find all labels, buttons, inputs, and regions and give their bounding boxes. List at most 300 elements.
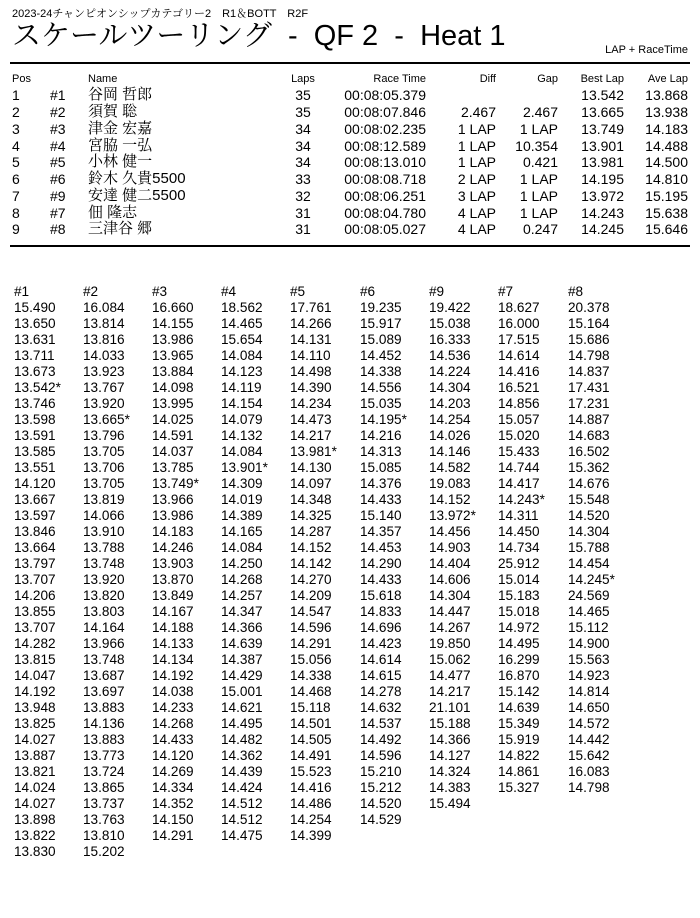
result-name: 宮脇 一弘 [88,136,153,154]
lap-time: 14.024 [14,780,56,795]
event-subtitle: 2023-24チャンピオンシップカテゴリー2 R1＆BOTT R2F [12,8,309,20]
lap-time: 14.150 [152,812,194,827]
lap-time: 14.338 [360,364,402,379]
result-laps: 33 [295,171,311,188]
lap-time: 13.785 [152,460,194,475]
result-num: #2 [50,104,66,121]
lap-time: 13.870 [152,572,194,587]
lap-column [429,284,499,812]
lap-time: 18.562 [221,300,263,315]
lap-time: 14.164 [83,620,125,635]
lap-time: 14.352 [152,796,194,811]
lap-time: 14.203 [429,396,471,411]
lap-time: 14.366 [429,732,471,747]
lap-time: 14.615 [360,668,402,683]
lap-time: 15.112 [568,620,609,635]
lap-time: 13.597 [14,508,56,523]
lap-time: 19.422 [429,300,471,315]
lap-time: 15.788 [568,540,610,555]
lap-time: 13.767 [83,380,125,395]
lap-time: 14.084 [221,444,263,459]
lap-column [360,284,430,828]
results-divider [10,245,690,247]
lap-time: 14.456 [429,524,471,539]
col-pos: Pos [12,73,31,85]
lap-time: 13.749* [152,476,199,491]
result-ave: 14.500 [645,154,688,171]
lap-time: 15.018 [498,604,540,619]
lap-time: 24.569 [568,588,610,603]
result-pos: 4 [12,137,20,154]
result-gap: 0.421 [522,154,558,171]
lap-time: 13.815 [14,652,56,667]
result-best: 13.981 [581,154,624,171]
lap-time: 14.282 [14,636,56,651]
lap-time: 14.495 [221,716,263,731]
result-num: #7 [50,204,66,221]
lap-time: 14.591 [152,428,194,443]
result-laps: 31 [295,221,311,238]
result-row [12,188,688,205]
lap-time: 14.131 [290,332,332,347]
result-pos: 5 [12,154,20,171]
lap-time: 14.038 [152,684,194,699]
lap-time: 14.596 [360,748,402,763]
result-gap: 1 LAP [519,171,558,188]
lap-time: 14.152 [429,492,471,507]
result-pos: 1 [12,87,20,104]
lap-time: 14.324 [429,764,471,779]
lap-time: 14.357 [360,524,402,539]
lap-time: 15.183 [498,588,540,603]
lap-time: 15.642 [568,748,610,763]
lap-time: 15.686 [568,332,610,347]
lap-time: 14.133 [152,636,194,651]
lap-time: 13.898 [14,812,56,827]
lap-time: 13.903 [152,556,194,571]
lap-time: 15.433 [498,444,540,459]
lap-time: 13.948 [14,700,56,715]
col-num [50,71,88,87]
result-time: 00:08:04.780 [344,204,426,221]
lap-time: 14.291 [152,828,194,843]
lap-time: 15.917 [360,316,402,331]
lap-time: 15.062 [429,652,471,667]
report-mode: LAP + RaceTime [605,44,688,56]
lap-time: 14.512 [221,796,263,811]
lap-time: 14.639 [498,700,540,715]
lap-column-header: #3 [152,284,168,299]
lap-time: 14.250 [221,556,263,571]
lap-time: 14.442 [568,732,610,747]
lap-time: 21.101 [429,700,471,715]
lap-time: 14.066 [83,508,125,523]
lap-time: 14.304 [429,588,471,603]
lap-column-header: #6 [360,284,376,299]
lap-time: 14.477 [429,668,471,683]
lap-time: 16.000 [498,316,540,331]
lap-time: 14.269 [152,764,194,779]
result-num: #1 [50,87,66,104]
result-diff: 4 LAP [457,221,496,238]
lap-time: 14.572 [568,716,610,731]
result-laps: 31 [295,204,311,221]
lap-column [83,284,153,860]
lap-time: 14.234 [290,396,332,411]
lap-time: 14.120 [152,748,194,763]
lap-time: 13.820 [83,588,125,603]
lap-time: 14.130 [290,460,332,475]
result-diff: 1 LAP [457,154,496,171]
lap-column [152,284,222,844]
lap-time: 14.683 [568,428,610,443]
lap-time: 13.810 [83,828,125,843]
lap-time: 14.216 [360,428,402,443]
lap-time: 13.972* [429,508,476,523]
lap-time: 13.697 [83,684,125,699]
lap-time: 14.033 [83,348,125,363]
lap-time: 14.822 [498,748,540,763]
lap-time: 14.127 [429,748,471,763]
lap-time: 15.654 [221,332,263,347]
lap-time: 14.547 [290,604,332,619]
result-ave: 14.183 [645,120,688,137]
lap-time: 15.327 [498,780,540,795]
lap-time: 13.797 [14,556,56,571]
lap-time: 14.475 [221,828,263,843]
lap-time: 14.650 [568,700,610,715]
lap-time: 14.027 [14,732,56,747]
lap-time: 13.884 [152,364,194,379]
lap-time: 13.825 [14,716,56,731]
lap-time: 14.209 [290,588,332,603]
lap-time: 13.665* [83,412,130,427]
lap-time: 13.711 [14,348,55,363]
result-best: 13.665 [581,104,624,121]
lap-time: 14.270 [290,572,332,587]
lap-time: 14.155 [152,316,194,331]
race-title: スケールツーリング - QF 2 - Heat 1 [12,20,506,52]
result-row [12,121,688,138]
lap-time: 14.362 [221,748,263,763]
result-laps: 35 [295,104,311,121]
lap-time: 19.850 [429,636,471,651]
lap-time: 14.304 [429,380,471,395]
lap-time: 13.887 [14,748,56,763]
lap-time: 13.706 [83,460,125,475]
result-gap: 0.247 [522,221,558,238]
results-header [12,71,688,87]
lap-time: 17.231 [568,396,610,411]
col-gap: Gap [537,73,558,85]
lap-time: 15.210 [360,764,402,779]
lap-time: 14.582 [429,460,471,475]
result-gap: 2.467 [522,104,558,121]
lap-column-header: #2 [83,284,99,299]
lap-time: 14.119 [221,380,262,395]
lap-time: 14.744 [498,460,540,475]
lap-time: 14.861 [498,764,540,779]
result-gap: 10.354 [515,137,558,154]
result-best: 14.245 [581,221,624,238]
lap-time: 14.291 [290,636,332,651]
lap-time: 13.724 [83,764,125,779]
result-diff [426,87,496,104]
lap-time: 14.473 [290,412,332,427]
lap-time: 14.019 [221,492,263,507]
lap-time: 16.870 [498,668,540,683]
result-name: 谷岡 哲郎 [88,86,153,104]
lap-column [498,284,568,796]
lap-time: 14.632 [360,700,402,715]
result-name: 安達 健二5500 [88,186,186,204]
lap-time: 14.972 [498,620,540,635]
lap-time: 14.146 [429,444,471,459]
lap-time: 14.079 [221,412,263,427]
lap-time: 15.362 [568,460,610,475]
lap-time: 14.501 [290,716,332,731]
lap-time: 14.433 [360,492,402,507]
result-time: 00:08:12.589 [344,137,426,154]
lap-time: 15.202 [83,844,125,859]
lap-time: 14.856 [498,396,540,411]
result-num: #3 [50,120,66,137]
title-divider [10,62,690,64]
col-name: Name [88,73,118,85]
lap-time: 14.311 [498,508,539,523]
lap-time: 14.520 [360,796,402,811]
lap-time: 13.667 [14,492,56,507]
lap-time: 13.966 [152,492,194,507]
lap-time: 14.498 [290,364,332,379]
lap-time: 13.819 [83,492,125,507]
lap-time: 14.887 [568,412,610,427]
lap-time: 14.383 [429,780,471,795]
lap-time: 14.614 [360,652,402,667]
lap-time: 14.245* [568,572,615,587]
lap-time: 14.217 [290,428,332,443]
lap-time: 14.278 [360,684,402,699]
lap-time: 14.123 [221,364,263,379]
result-row [12,221,688,238]
result-name: 須賀 聡 [88,103,138,121]
col-laps: Laps [291,73,315,85]
lap-time: 20.378 [568,300,610,315]
lap-time: 14.900 [568,636,610,651]
lap-time: 17.761 [290,300,332,315]
lap-time: 14.433 [152,732,194,747]
lap-column-header: #4 [221,284,237,299]
result-best: 13.542 [581,87,624,104]
lap-time: 13.855 [14,604,56,619]
lap-time: 17.515 [498,332,540,347]
lap-time: 14.084 [221,348,263,363]
lap-time: 13.966 [83,636,125,651]
lap-time: 15.001 [221,684,263,699]
lap-time: 15.188 [429,716,471,731]
lap-time: 14.167 [152,604,194,619]
lap-time: 14.424 [221,780,263,795]
lap-time: 17.431 [568,380,610,395]
lap-column-header: #7 [498,284,514,299]
lap-time: 13.705 [83,444,125,459]
lap-time: 14.084 [221,540,263,555]
lap-time: 15.490 [14,300,56,315]
lap-time: 14.814 [568,684,610,699]
lap-time: 14.833 [360,604,402,619]
lap-time: 14.417 [498,476,540,491]
result-row [12,87,688,104]
lap-time: 14.152 [290,540,332,555]
lap-time: 14.233 [152,700,194,715]
result-time: 00:08:02.235 [344,120,426,137]
result-gap: 1 LAP [519,120,558,137]
lap-time: 13.687 [83,668,125,683]
lap-time: 13.673 [14,364,56,379]
lap-time: 13.816 [83,332,125,347]
lap-time: 14.183 [152,524,194,539]
lap-time: 16.083 [568,764,610,779]
lap-time: 15.056 [290,652,332,667]
lap-time: 14.491 [290,748,332,763]
result-row [12,137,688,154]
lap-time: 13.763 [83,812,125,827]
result-name: 小林 健一 [88,153,153,171]
result-time: 00:08:06.251 [344,187,426,204]
result-num: #4 [50,137,66,154]
result-num: #8 [50,221,66,238]
lap-time: 16.333 [429,332,471,347]
lap-time: 14.639 [221,636,263,651]
lap-time: 14.606 [429,572,471,587]
lap-time: 14.837 [568,364,610,379]
lap-time: 15.035 [360,396,402,411]
lap-time: 15.142 [498,684,540,699]
lap-time: 14.224 [429,364,471,379]
result-laps: 34 [295,120,311,137]
lap-time: 14.453 [360,540,402,555]
lap-time: 13.920 [83,572,125,587]
lap-time: 14.268 [221,572,263,587]
lap-time: 15.014 [498,572,540,587]
lap-time: 14.266 [290,316,332,331]
lap-time: 14.254 [429,412,471,427]
lap-column-header: #5 [290,284,306,299]
lap-time: 13.986 [152,332,194,347]
lap-time: 14.482 [221,732,263,747]
lap-time: 14.268 [152,716,194,731]
lap-time: 14.290 [360,556,402,571]
lap-time: 14.696 [360,620,402,635]
lap-time: 18.627 [498,300,540,315]
result-laps: 32 [295,187,311,204]
lap-time: 14.257 [221,588,263,603]
lap-time: 14.734 [498,540,540,555]
lap-time: 14.348 [290,492,332,507]
lap-time: 14.304 [568,524,610,539]
lap-time: 13.821 [14,764,56,779]
lap-time: 13.650 [14,316,56,331]
lap-time: 13.883 [83,732,125,747]
col-race-time: Race Time [373,73,426,85]
lap-time: 14.454 [568,556,610,571]
result-ave: 15.195 [645,187,688,204]
lap-time: 14.026 [429,428,471,443]
lap-time: 13.986 [152,508,194,523]
result-pos: 9 [12,221,20,238]
lap-time: 14.798 [568,348,610,363]
lap-time: 25.912 [498,556,540,571]
lap-column [568,284,638,796]
lap-time: 14.556 [360,380,402,395]
lap-time: 14.439 [221,764,263,779]
lap-time: 15.085 [360,460,402,475]
lap-column-header: #9 [429,284,445,299]
lap-column [14,284,84,860]
lap-time: 14.390 [290,380,332,395]
lap-column [290,284,360,844]
lap-time: 14.254 [290,812,332,827]
result-row [12,171,688,188]
lap-time: 13.796 [83,428,125,443]
lap-time: 14.309 [221,476,263,491]
lap-time: 14.192 [14,684,56,699]
result-num: #5 [50,154,66,171]
lap-time: 13.965 [152,348,194,363]
lap-time: 13.748 [83,652,125,667]
lap-time: 14.505 [290,732,332,747]
lap-time: 14.136 [83,716,125,731]
lap-time: 13.551 [14,460,56,475]
lap-column-header: #8 [568,284,584,299]
lap-time: 14.452 [360,348,402,363]
result-ave: 14.488 [645,137,688,154]
result-diff: 2 LAP [457,171,496,188]
lap-time: 14.142 [290,556,332,571]
lap-time: 14.287 [290,524,332,539]
result-name: 鈴木 久貴5500 [88,170,186,188]
result-gap: 1 LAP [519,204,558,221]
result-best: 14.243 [581,204,624,221]
lap-time: 14.037 [152,444,194,459]
lap-time: 14.423 [360,636,402,651]
result-name: 三津谷 郷 [88,220,153,238]
lap-time: 13.883 [83,700,125,715]
lap-time: 14.188 [152,620,194,635]
lap-time: 14.429 [221,668,263,683]
result-diff: 3 LAP [457,187,496,204]
result-laps: 35 [295,87,311,104]
lap-time: 14.154 [221,396,263,411]
lap-time: 14.923 [568,668,610,683]
result-pos: 8 [12,204,20,221]
lap-time: 13.910 [83,524,125,539]
result-row [12,104,688,121]
lap-time: 14.614 [498,348,540,363]
lap-time: 19.083 [429,476,471,491]
lap-time: 13.542* [14,380,61,395]
lap-time: 15.212 [360,780,402,795]
lap-time: 16.502 [568,444,610,459]
lap-time: 16.660 [152,300,194,315]
lap-time: 14.537 [360,716,402,731]
lap-time: 13.849 [152,588,194,603]
lap-time: 14.192 [152,668,194,683]
lap-time: 13.822 [14,828,56,843]
lap-time: 15.618 [360,588,402,603]
result-best: 14.195 [581,171,624,188]
lap-time: 15.164 [568,316,610,331]
